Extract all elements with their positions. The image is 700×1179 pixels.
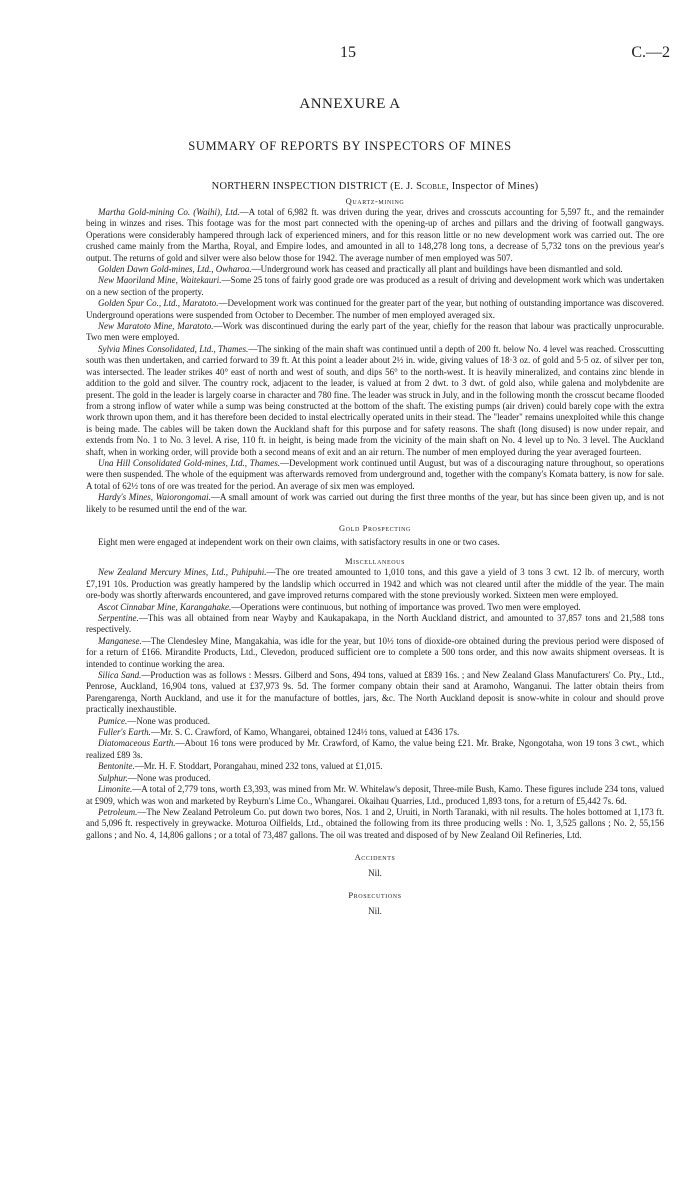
- summary-title: SUMMARY OF REPORTS BY INSPECTORS OF MINES: [188, 139, 512, 153]
- entry-name: Sylvia Mines Consolidated, Ltd., Thames.: [98, 343, 249, 354]
- paragraph-new-maratoto: [86, 321, 664, 344]
- entry-name: Petroleum.: [98, 806, 138, 817]
- entry-name: Golden Dawn Gold-mines, Ltd., Owharoa.: [98, 264, 252, 275]
- entry-name: Martha Gold-mining Co. (Waihi), Ltd.: [98, 207, 240, 217]
- entry-text: —Operations were continuous, but nothing of importance was proved. Two men were employed.: [231, 601, 581, 612]
- entry-text: —The sinking of the main shaft was continued until a depth of 200 ft. below No. 4 level was reached. Crosscutting south was then undertaken, and carried forward to 39 ft. At this point a leader about 2½ in. wide, giving values of 18·3 oz. of gold and 5·5 oz. of silver per ton, was intersected. The leader strikes 40° east of north and west of south, and dips 56° to the north-west. It is heavily mineralized, and contains zinc blende in addition to the gold and silver. The country rock, adjacent to the leader, is valued at from 2 dwt. to 3 dwt. of gold also, while galena and molybdenite are present. The gold in the leader is largely coarse in character and 780 fine. The leader was struck in July, and in the following month the crosscut became flooded from a strong inflow of water while a sump was being constructed at the bottom of the shaft. The existing pumps (air driven) could barely cope with the extra work thrown upon them, and it has therefore been decided to instal electrically operated units in their stead. The "leader" remains unexploited while this change is being made. The cables will be taken down the Auckland shaft for this purpose and for safety reasons. The shaft (long disused) is now under repair, and extends from No. 1 to No. 3 level. A rise, 110 ft. in height, is being made from the vicinity of the main shaft on No. 4 level up to No. 3 level. The Auckland shaft, when in working order, will provide both a second means of exit and an air return. The number of men employed during the year averaged fourteen.: [86, 343, 664, 457]
- paragraph-hardys-mines: [86, 492, 664, 515]
- entry-name: Limonite.: [98, 784, 133, 795]
- entry-text: —None was produced.: [127, 772, 211, 783]
- entry-text: —Mr. H. F. Stoddart, Porangahau, mined 232 tons, valued at £1,015.: [134, 761, 383, 772]
- entry-text: —The New Zealand Petroleum Co. put down two bores, Nos. 1 and 2, Uruiti, in North Taranaki, with nil results. The holes bottomed at 1,173 ft. and 5,096 ft. respectively in greywacke. Moturoa Oilfields, Ltd., obtained the following from its three producing wells : No. 1, 3,525 gallons ; No. 2, 55,156 gallons ; and No. 4, 14,806 gallons ; or a total of 73,487 gallons. The oil was treated and disposed of by New Zealand Oil Refineries, Ltd.: [86, 806, 664, 840]
- entry-text: —This was all obtained from near Wayby and Kaukapakapa, in the North Auckland district, and amounted to 37,857 tons and 21,588 tons respectively.: [86, 613, 664, 635]
- entry-name: Diatomaceous Earth.: [98, 738, 176, 749]
- paragraph-gold-prospecting: Eight men were engaged at independent work on their own claims, with satisfactory results in one or two cases.: [98, 536, 500, 547]
- paragraph-manganese: [86, 636, 664, 670]
- section-heading-gold-prospecting: Gold Prospecting: [339, 522, 411, 533]
- entry-text: —A total of 2,779 tons, worth £3,393, was mined from Mr. W. Whitelaw's deposit, Three-mile Bush, Kamo. These figures include 234 tons, valued at £909, which was won and marketed by Reyburn's Lime Co., Whangarei. Okaihau Quarries, Ltd., produced 1,893 tons, for a return of £5,442 7s. 6d.: [86, 784, 664, 806]
- paragraph-limonite: [86, 784, 664, 807]
- paragraph-serpentine: [86, 613, 664, 636]
- section-heading-miscellaneous: Miscellaneous: [344, 556, 406, 567]
- paragraph-golden-dawn: [86, 264, 664, 275]
- entry-text: —About 16 tons were produced by Mr. Crawford, of Kamo, the value being £21. Mr. Brake, Ngongotaha, won 19 tons 3 cwt., which realized £89 3s.: [86, 738, 664, 760]
- entry-text: —Development work was continued for the greater part of the year, but nothing of outstanding importance was discovered. Underground operations were suspended from October to December. The number of men employed averaged six.: [86, 298, 664, 320]
- section-heading-prosecutions: Prosecutions: [348, 890, 402, 901]
- paragraph-martha: [86, 207, 664, 264]
- inspector-surname: Scoble: [416, 181, 447, 192]
- entry-name: Silica Sand.: [98, 670, 142, 681]
- paragraph-petroleum: [86, 807, 664, 841]
- entry-name: New Zealand Mercury Mines, Ltd., Puhipuhi.: [98, 567, 267, 578]
- section-heading-quartz-mining: Quartz-mining: [345, 196, 405, 206]
- paragraph-pumice: [86, 716, 664, 727]
- entry-text: —None was produced.: [127, 715, 210, 726]
- district-heading: [86, 180, 664, 193]
- paragraph-bentonite: [86, 761, 664, 772]
- section-heading-accidents: Accidents: [354, 852, 396, 863]
- paragraph-una-hill: [86, 458, 664, 492]
- entry-name: Hardy's Mines, Waiorongomai.: [98, 492, 211, 503]
- entry-name: Fuller's Earth.: [98, 727, 151, 738]
- paragraph-diatomaceous-earth: [86, 738, 664, 761]
- paragraph-fullers-earth: [86, 727, 664, 738]
- annexure-title: ANNEXURE A: [299, 96, 401, 112]
- entry-name: Una Hill Consolidated Gold-mines, Ltd., Thames.: [98, 457, 280, 468]
- entry-text: —Development work continued until August, but was of a discouraging nature throughout, so operations were then suspended. The whole of the equipment was afterwards removed from underground and, together with the company's Komata battery, is now for sale. A total of 62½ tons of ore was treated for the period. An average of six men was employed.: [86, 457, 664, 491]
- entry-name: Ascot Cinnabar Mine, Karangahake.: [98, 601, 232, 612]
- entry-text: —A total of 6,982 ft. was driven during the year, drives and crosscuts accounting for 5,597 ft., and the remainder being in winzes and rises. This footage was for the most part connected with the opening-up of arches and pillars and the driving of footwall gangways. Operations were considerably hampered through lack of experienced miners, and for this reason little or no new development work was carried out. The ore crushed came mainly from the Martha, Royal, and Empire lodes, and amounted in all to 148,278 long tons, a decrease of 5,732 tons on the previous year's output. The returns of gold and silver were also below those for 1942. The average number of men employed was 507.: [86, 207, 664, 263]
- page-number: 15: [340, 44, 356, 61]
- entry-text: —The Clendesley Mine, Mangakahia, was idle for the year, but 10½ tons of dioxide-ore obtained during the previous period were disposed of for a return of £166. Mirandite Products, Ltd., Clevedon, produced sufficient ore to complete a 500 tons order, and this now awaits shipment overseas. It is intended to continue working the area.: [86, 635, 664, 669]
- entry-name: Sulphur.: [98, 772, 128, 783]
- paragraph-sylvia-mines: [86, 344, 664, 458]
- accidents-value: Nil.: [368, 868, 382, 879]
- paragraph-nz-mercury: [86, 567, 664, 601]
- entry-name: Manganese.: [98, 635, 142, 646]
- entry-text: —A small amount of work was carried out during the first three months of the year, but has since been given up, and is not likely to be resumed until the end of the war.: [86, 492, 664, 514]
- entry-text: —Some 25 tons of fairly good grade ore was produced as a result of driving and development work which was undertaken on a new section of the property.: [86, 275, 664, 297]
- entry-name: New Maratoto Mine, Maratoto.: [98, 321, 214, 332]
- district-title-prefix: NORTHERN INSPECTION DISTRICT (E. J.: [211, 181, 417, 192]
- prosecutions-value: Nil.: [368, 906, 382, 917]
- entry-name: Serpentine.: [98, 613, 139, 623]
- entry-name: New Maoriland Mine, Waitekauri.: [98, 275, 222, 286]
- document-code: C.—2: [631, 44, 670, 61]
- entry-text: —Production was as follows : Messrs. Gilberd and Sons, 494 tons, valued at £839 16s. ; and New Zealand Glass Manufacturers' Co. Pty., Ltd., Penrose, Auckland, 16,904 tons, valued at £37,973 9s. 5d. The former company obtain their sand at Aramoho, Wanganui. The latter obtain theirs from Parengarenga, North Auckland, and use it for the manufacture of bottles, jars, &c. The North Auckland deposit is snow-white in colour and should prove practically inexhaustible.: [86, 670, 665, 715]
- district-title-suffix: , Inspector of Mines): [446, 181, 539, 192]
- paragraph-silica-sand: [86, 670, 664, 716]
- entry-text: —Work was discontinued during the early part of the year, chiefly for the reason that labour was practically unprocurable. Two men were employed.: [86, 321, 664, 343]
- entry-text: —Underground work has ceased and practically all plant and buildings have been dismantled and sold.: [251, 264, 623, 275]
- report-body: [86, 180, 664, 917]
- paragraph-ascot-cinnabar: [86, 602, 664, 613]
- paragraph-new-maoriland: [86, 275, 664, 298]
- entry-text: —Mr. S. C. Crawford, of Kamo, Whangarei, obtained 124½ tons, valued at £436 17s.: [150, 727, 460, 738]
- entry-name: Bentonite.: [98, 761, 135, 772]
- entry-text: —The ore treated amounted to 1,010 tons, and this gave a yield of 3 tons 3 cwt. 12 lb. of mercury, worth £7,191 10s. Production was greatly hampered by the landslip which occurred in 1942 and which was not cleared until after the middle of the year. The main ore-body was shortly afterwards encountered, and gave improved returns compared with the stone previously worked. Sixteen men were employed.: [86, 567, 664, 601]
- entry-name: Pumice.: [98, 715, 128, 726]
- paragraph-sulphur: [86, 773, 664, 784]
- entry-name: Golden Spur Co., Ltd., Maratoto.: [98, 298, 219, 309]
- paragraph-golden-spur: [86, 298, 664, 321]
